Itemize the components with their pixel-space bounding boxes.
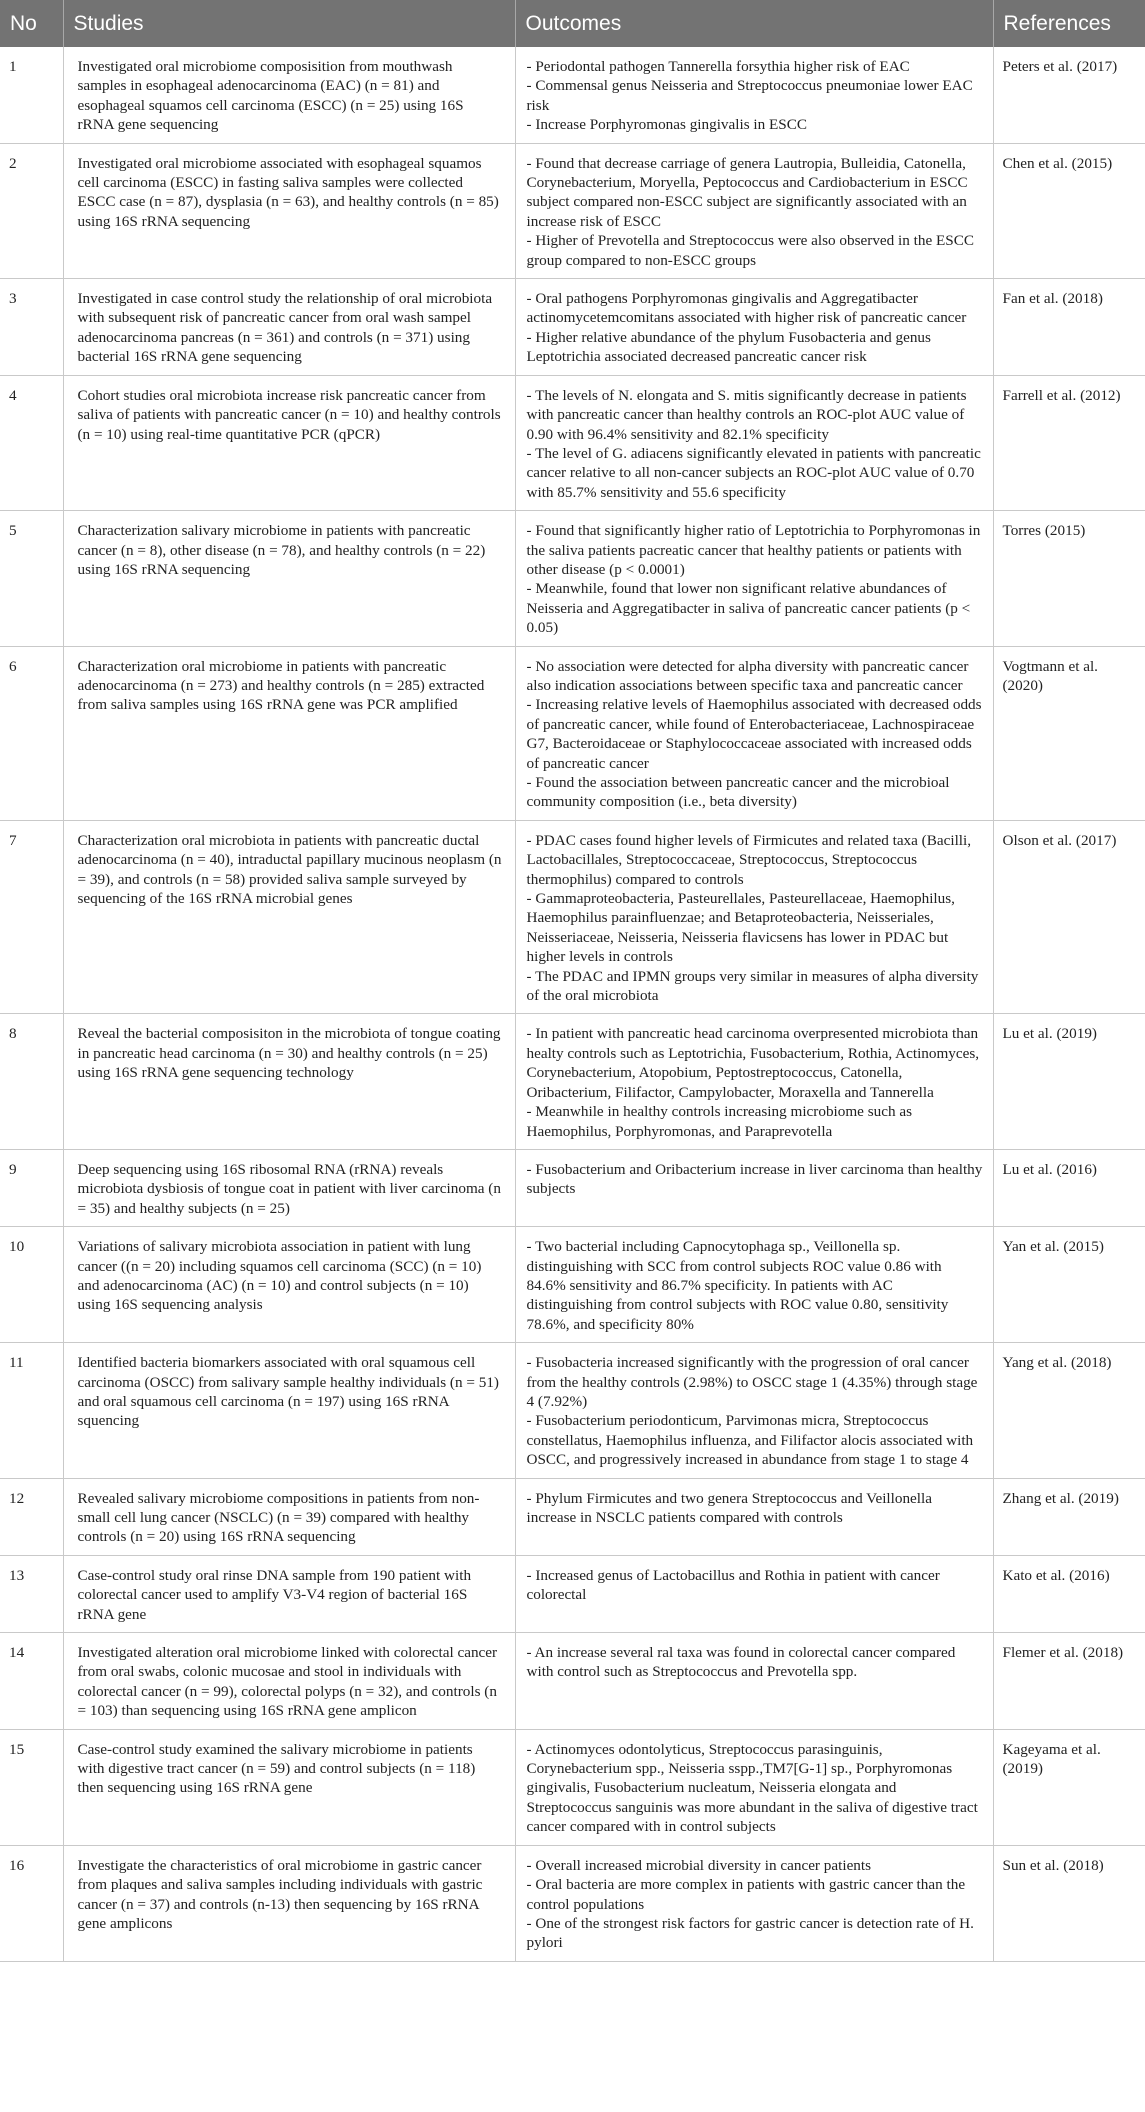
cell-study: Investigated in case control study the relationship of oral microbiota with subsequent risk of pancreatic cancer from oral wash sampel adenocarcinoma pancreas (n = 361) and controls (n = 371) using bacterial 16S rRNA gene sequencing xyxy=(63,279,515,376)
table-row xyxy=(0,47,1145,143)
cell-outcomes xyxy=(515,1845,993,1961)
table-row xyxy=(0,511,1145,646)
cell-study: Cohort studies oral microbiota increase risk pancreatic cancer from saliva of patients with pancreatic cancer (n = 10) and healthy controls (n = 10) using real-time quantitative PCR (qPCR) xyxy=(63,375,515,510)
cell-reference: Vogtmann et al. (2020) xyxy=(993,646,1145,820)
cell-reference: Sun et al. (2018) xyxy=(993,1845,1145,1961)
outcome-item: - The PDAC and IPMN groups very similar in measures of alpha diversity of the oral microbiota xyxy=(526,967,979,1005)
cell-reference: Peters et al. (2017) xyxy=(993,47,1145,143)
cell-no: 12 xyxy=(0,1478,63,1555)
cell-study: Deep sequencing using 16S ribosomal RNA (rRNA) reveals microbiota dysbiosis of tongue coat in patient with liver carcinoma (n = 35) and healthy subjects (n = 25) xyxy=(63,1149,515,1226)
table-row xyxy=(0,646,1145,820)
cell-no: 4 xyxy=(0,375,63,510)
outcome-item: - An increase several ral taxa was found in colorectal cancer compared with control such as Streptococcus and Prevotella spp. xyxy=(526,1644,956,1681)
outcome-item: - Found that decrease carriage of genera Lautropia, Bulleidia, Catonella, Corynebacterium, Moryella, Peptococcus and Cardiobacterium in ESCC subject compared non-ESCC subject are significantly associated with an increase risk of ESCC xyxy=(526,154,968,230)
outcome-item: - In patient with pancreatic head carcinoma overpresented microbiota than healty controls such as Leptotrichia, Fusobacterium, Rothia, Actinomyces, Corynebacterium, Atopobium, Peptostreptococcus, Catonella, Oribacterium, Filifactor, Campylobacter, Moraxella and Tannerella xyxy=(526,1025,980,1101)
table-row xyxy=(0,1343,1145,1478)
cell-no: 7 xyxy=(0,820,63,1014)
outcome-item: - Meanwhile in healthy controls increasing microbiome such as Haemophilus, Porphyromonas, and Paraprevotella xyxy=(526,1103,912,1140)
outcome-item: - Meanwhile, found that lower non significant relative abundances of Neisseria and Aggregatibacter in saliva of pancreatic cancer patients (p < 0.05) xyxy=(526,580,971,637)
cell-no: 15 xyxy=(0,1729,63,1845)
outcome-item: - Found the association between pancreatic cancer and the microbioal community composition (i.e., beta diversity) xyxy=(526,774,950,811)
cell-study: Investigated oral microbiome associated with esophageal squamos cell carcinoma (ESCC) in fasting saliva samples were collected ESCC case (n = 87), dysplasia (n = 63), and healthy controls (n = 85) using 16S rRNA sequencing xyxy=(63,143,515,278)
cell-study: Characterization oral microbiota in patients with pancreatic ductal adenocarcinoma (n = 40), intraductal papillary mucinous neoplasm (n = 39), and controls (n = 58) provided saliva sample surveyed by sequencing of the 16S rRNA microbial genes xyxy=(63,820,515,1014)
cell-outcomes xyxy=(515,375,993,510)
table-row xyxy=(0,820,1145,1014)
cell-reference: Lu et al. (2019) xyxy=(993,1014,1145,1149)
cell-study: Investigate the characteristics of oral microbiome in gastric cancer from plaques and saliva samples including individuals with gastric cancer (n = 37) and controls (n-13) then sequencing by 16S rRNA gene amplicons xyxy=(63,1845,515,1961)
outcome-item: - No association were detected for alpha diversity with pancreatic cancer also indication associations between specific taxa and pancreatic cancer xyxy=(526,657,969,694)
table-row xyxy=(0,1555,1145,1632)
cell-no: 5 xyxy=(0,511,63,646)
outcome-item: - Fusobacteria increased significantly with the progression of oral cancer from the healthy controls (2.98%) to OSCC stage 1 (4.35%) through stage 4 (7.92%) xyxy=(526,1354,978,1410)
cell-outcomes xyxy=(515,1227,993,1343)
table-row xyxy=(0,1633,1145,1730)
cell-reference: Chen et al. (2015) xyxy=(993,143,1145,278)
cell-outcomes xyxy=(515,646,993,820)
cell-study: Investigated alteration oral microbiome linked with colorectal cancer from oral swabs, colonic mucosae and stool in individuals with colorectal cancer (n = 99), colorectal polyps (n = 32), and controls (n = 103) than sequencing using 16S rRNA gene amplicon xyxy=(63,1633,515,1730)
table-row xyxy=(0,279,1145,376)
cell-outcomes xyxy=(515,1014,993,1149)
cell-no: 8 xyxy=(0,1014,63,1149)
outcome-item: - Increased genus of Lactobacillus and Rothia in patient with cancer colorectal xyxy=(526,1566,940,1604)
cell-outcomes xyxy=(515,1149,993,1226)
header-studies: Studies xyxy=(63,0,515,47)
cell-no: 16 xyxy=(0,1845,63,1961)
outcome-item: - Commensal genus Neisseria and Streptococcus pneumoniae lower EAC risk xyxy=(526,77,973,114)
cell-study: Investigated oral microbiome composisition from mouthwash samples in esophageal adenocarcinoma (EAC) (n = 81) and esophageal squamos cell carcinoma (ESCC) (n = 25) using 16S rRNA gene sequencing xyxy=(63,47,515,143)
cell-outcomes xyxy=(515,1343,993,1478)
cell-outcomes xyxy=(515,1555,993,1632)
cell-outcomes xyxy=(515,279,993,376)
cell-reference: Olson et al. (2017) xyxy=(993,820,1145,1014)
cell-reference: Torres (2015) xyxy=(993,511,1145,646)
cell-outcomes xyxy=(515,47,993,143)
header-outcomes: Outcomes xyxy=(515,0,993,47)
outcome-item: - Gammaproteobacteria, Pasteurellales, Pasteurellaceae, Haemophilus, Haemophilus parainfluenzae; and Betaproteobacteria, Neisseriales, Neisseriaceae, Neisseria, Neisseria flavicsens has lower in PDAC but higher levels in controls xyxy=(526,890,955,966)
cell-no: 11 xyxy=(0,1343,63,1478)
outcome-item: - Two bacterial including Capnocytophaga sp., Veillonella sp. distinguishing with SCC from control subjects ROC value 0.86 with 84.6% sensitivity and 86.7% specificity. In patients with AC distinguishing from control subjects with ROC value 0.80, sensitivity 78.6%, and specificity 80% xyxy=(526,1238,949,1333)
cell-no: 9 xyxy=(0,1149,63,1226)
cell-no: 13 xyxy=(0,1555,63,1632)
outcome-item: - Oral bacteria are more complex in patients with gastric cancer than the control populations xyxy=(526,1876,966,1913)
cell-no: 2 xyxy=(0,143,63,278)
cell-reference: Kageyama et al. (2019) xyxy=(993,1729,1145,1845)
cell-reference: Farrell et al. (2012) xyxy=(993,375,1145,510)
cell-no: 10 xyxy=(0,1227,63,1343)
outcome-item: - Periodontal pathogen Tannerella forsythia higher risk of EAC xyxy=(526,58,910,75)
cell-study: Case-control study examined the salivary microbiome in patients with digestive tract cancer (n = 59) and control subjects (n = 118) then sequencing using 16S rRNA gene xyxy=(63,1729,515,1845)
table-body xyxy=(0,47,1145,1961)
table-row xyxy=(0,1149,1145,1226)
cell-reference: Flemer et al. (2018) xyxy=(993,1633,1145,1730)
outcome-item: - The levels of N. elongata and S. mitis significantly decrease in patients with pancreatic cancer than healthy controls an ROC-plot AUC value of 0.90 with 96.4% sensitivity and 82.1% specificity xyxy=(526,386,967,443)
cell-outcomes xyxy=(515,1729,993,1845)
cell-study: Case-control study oral rinse DNA sample from 190 patient with colorectal cancer used to amplify V3-V4 region of bacterial 16S rRNA gene xyxy=(63,1555,515,1632)
outcome-item: - Actinomyces odontolyticus, Streptococcus parasinguinis, Corynebacterium spp., Neisseria sspp.,TM7[G-1] sp., Porphyromonas gingivalis, Fusobacterium nucleatum, Neisseria elongata and Streptococcus sanguinis was more abundant in the saliva of digestive tract cancer compared with in control subjects xyxy=(526,1740,978,1836)
outcome-item: - Fusobacterium periodonticum, Parvimonas micra, Streptococcus constellatus, Haemophilus influenza, and Filifactor alocis associated with OSCC, and progressively increased in abundance from stage 1 to stage 4 xyxy=(526,1412,974,1469)
outcome-item: - Overall increased microbial diversity in cancer patients xyxy=(526,1856,872,1874)
cell-study: Characterization salivary microbiome in patients with pancreatic cancer (n = 8), other disease (n = 78), and healthy controls (n = 22) using 16S rRNA sequencing xyxy=(63,511,515,646)
table-row xyxy=(0,1014,1145,1149)
cell-no: 6 xyxy=(0,646,63,820)
header-no: No xyxy=(0,0,63,47)
cell-outcomes xyxy=(515,1633,993,1730)
outcome-item: - PDAC cases found higher levels of Firmicutes and related taxa (Bacilli, Lactobacillales, Streptococcaceae, Streptococcus, Streptococcus thermophilus) compared to controls xyxy=(526,831,972,888)
cell-outcomes xyxy=(515,1478,993,1555)
cell-outcomes xyxy=(515,143,993,278)
cell-reference: Fan et al. (2018) xyxy=(993,279,1145,376)
outcome-item: - Found that significantly higher ratio of Leptotrichia to Porphyromonas in the saliva patients pacreatic cancer that healthy patients or patients with other disease (p < 0.0001) xyxy=(526,522,981,578)
outcome-item: - Increasing relative levels of Haemophilus associated with decreased odds of pancreatic cancer, while found of Enterobacteriaceae, Lachnospiraceae G7, Bacteroidaceae or Staphylococcaceae associated with increased odds of pancreatic cancer xyxy=(526,696,982,772)
outcome-item: - Higher relative abundance of the phylum Fusobacteria and genus Leptotrichia associated decreased pancreatic cancer risk xyxy=(526,328,931,366)
cell-reference: Lu et al. (2016) xyxy=(993,1149,1145,1226)
table-row xyxy=(0,375,1145,510)
cell-no: 3 xyxy=(0,279,63,376)
cell-no: 1 xyxy=(0,47,63,143)
table-row xyxy=(0,143,1145,278)
outcome-item: - Increase Porphyromonas gingivalis in ESCC xyxy=(526,116,808,134)
cell-reference: Kato et al. (2016) xyxy=(993,1555,1145,1632)
cell-outcomes xyxy=(515,820,993,1014)
cell-reference: Zhang et al. (2019) xyxy=(993,1478,1145,1555)
table-header xyxy=(0,0,1145,47)
outcome-item: - One of the strongest risk factors for gastric cancer is detection rate of H. pylori xyxy=(526,1914,974,1952)
cell-study: Reveal the bacterial composisiton in the microbiota of tongue coating in pancreatic head carcinoma (n = 30) and healthy controls (n = 25) using 16S rRNA gene sequencing technology xyxy=(63,1014,515,1149)
cell-reference: Yang et al. (2018) xyxy=(993,1343,1145,1478)
table-row xyxy=(0,1478,1145,1555)
table-row xyxy=(0,1845,1145,1961)
cell-study: Revealed salivary microbiome compositions in patients from non-small cell lung cancer (NSCLC) (n = 39) compared with healthy controls (n = 20) using 16S rRNA sequencing xyxy=(63,1478,515,1555)
table-row xyxy=(0,1729,1145,1845)
header-references: References xyxy=(993,0,1145,47)
cell-reference: Yan et al. (2015) xyxy=(993,1227,1145,1343)
outcome-item: - Higher of Prevotella and Streptococcus were also observed in the ESCC group compared to non-ESCC groups xyxy=(526,232,974,269)
cell-outcomes xyxy=(515,511,993,646)
header-row xyxy=(0,0,1145,47)
cell-no: 14 xyxy=(0,1633,63,1730)
outcome-item: - Oral pathogens Porphyromonas gingivalis and Aggregatibacter actinomycetemcomitans associated with higher risk of pancreatic cancer xyxy=(526,290,967,327)
cell-study: Characterization oral microbiome in patients with pancreatic adenocarcinoma (n = 273) and healthy controls (n = 285) extracted from saliva samples using 16S rRNA gene was PCR amplified xyxy=(63,646,515,820)
cell-study: Variations of salivary microbiota association in patient with lung cancer ((n = 20) including squamos cell carcinoma (SCC) (n = 10) and adenocarcinoma (AC) (n = 10) and control subjects (n = 10) using 16S sequencing analysis xyxy=(63,1227,515,1343)
outcome-item: - Fusobacterium and Oribacterium increase in liver carcinoma than healthy subjects xyxy=(526,1160,983,1198)
outcome-item: - Phylum Firmicutes and two genera Streptococcus and Veillonella increase in NSCLC patients compared with controls xyxy=(526,1489,932,1526)
table-row xyxy=(0,1227,1145,1343)
outcome-item: - The level of G. adiacens significantly elevated in patients with pancreatic cancer relative to all non-cancer subjects an ROC-plot AUC value of 0.70 with 85.7% sensitivity and 55.6 specificity xyxy=(526,444,981,501)
cell-study: Identified bacteria biomarkers associated with oral squamous cell carcinoma (OSCC) from salivary sample healthy individuals (n = 51) and oral squamous cell carcinoma (n = 197) using 16S rRNA squencing xyxy=(63,1343,515,1478)
